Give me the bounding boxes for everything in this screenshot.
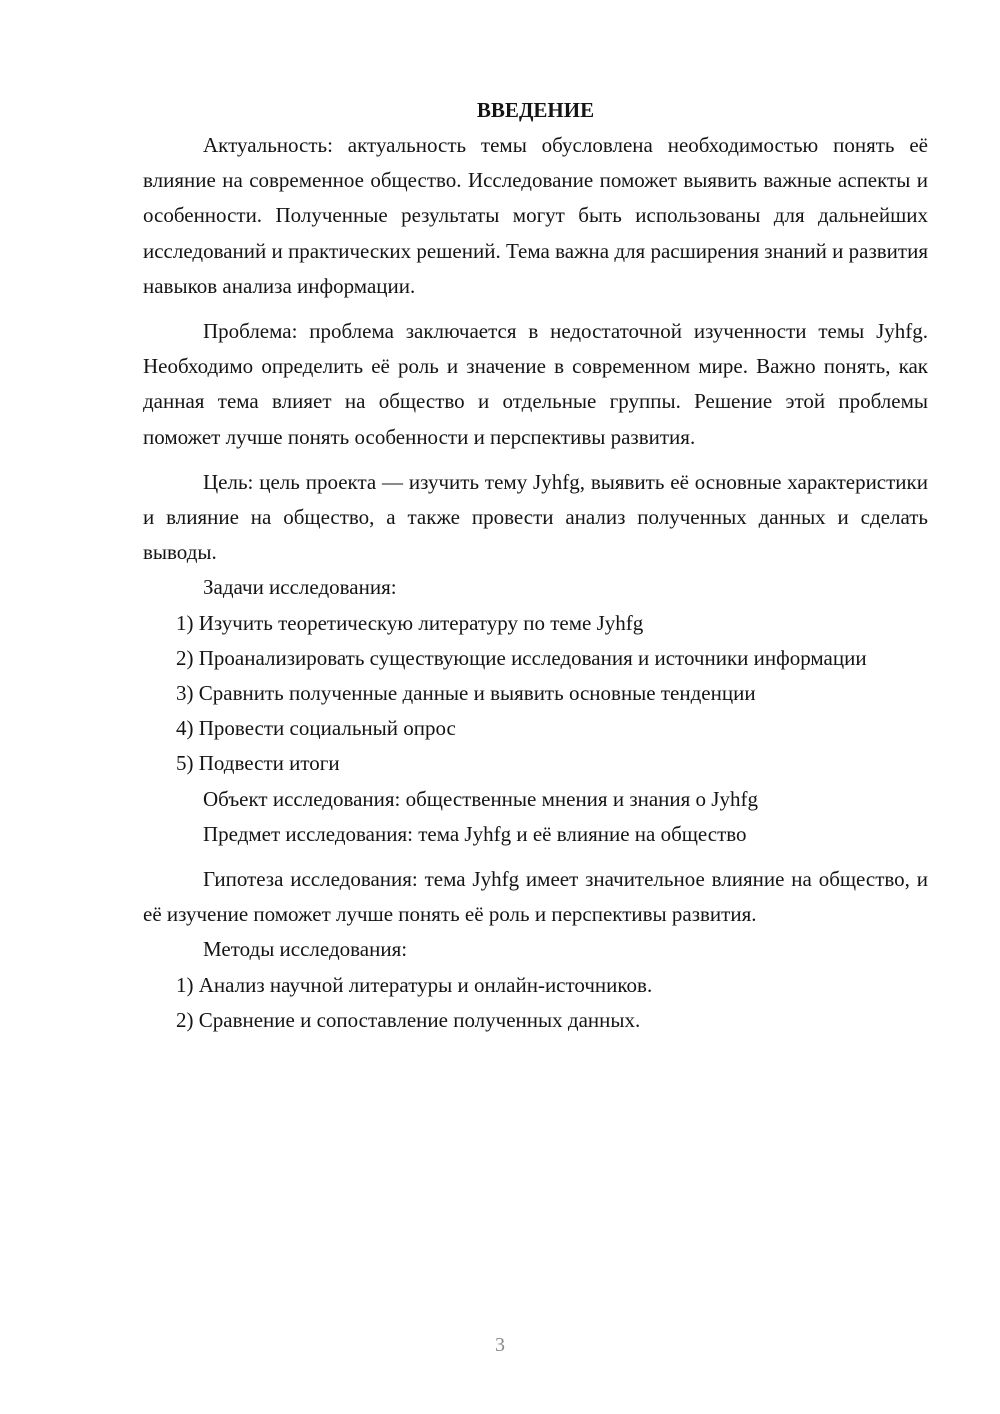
- task-item-2: 2) Проанализировать существующие исследования и источники информации: [176, 645, 867, 670]
- goal-paragraph: Цель: цель проекта — изучить тему Jyhfg, выявить её основные характеристики и влияние на общество, а также провести анализ полученных данных и сделать выводы.: [143, 469, 928, 565]
- tasks-heading: Задачи исследования:: [203, 575, 397, 600]
- page-title: ВВЕДЕНИЕ: [476, 98, 595, 122]
- methods-heading: Методы исследования:: [203, 937, 408, 962]
- method-item-2: 2) Сравнение и сопоставление полученных данных.: [176, 1007, 641, 1032]
- relevance-paragraph: Актуальность: актуальность темы обусловлена необходимостью понять её влияние на современное общество. Исследование поможет выявить важные аспекты и особенности. Полученные результаты могут быть использованы для дальнейших исследований и практических решений. Тема важна для расширения знаний и развития навыков анализа информации.: [143, 133, 928, 298]
- task-item-3: 3) Сравнить полученные данные и выявить основные тенденции: [176, 681, 756, 706]
- research-object: Объект исследования: общественные мнения и знания о Jyhfg: [203, 786, 758, 811]
- task-item-4: 4) Провести социальный опрос: [176, 716, 456, 741]
- page-content: [143, 93, 928, 1038]
- method-item-1: 1) Анализ научной литературы и онлайн-источников.: [176, 972, 653, 997]
- task-item-1: 1) Изучить теоретическую литературу по теме Jyhfg: [176, 610, 644, 635]
- research-subject: Предмет исследования: тема Jyhfg и её влияние на общество: [203, 821, 747, 846]
- task-item-5: 5) Подвести итоги: [176, 751, 340, 776]
- page-number: 3: [495, 1334, 505, 1356]
- hypothesis-paragraph: Гипотеза исследования: тема Jyhfg имеет значительное влияние на общество, и её изучение поможет лучше понять её роль и перспективы развития.: [143, 867, 928, 927]
- problem-paragraph: Проблема: проблема заключается в недостаточной изученности темы Jyhfg. Необходимо определить её роль и значение в современном мире. Важно понять, как данная тема влияет на общество и отдельные группы. Решение этой проблемы поможет лучше понять особенности и перспективы развития.: [143, 319, 928, 449]
